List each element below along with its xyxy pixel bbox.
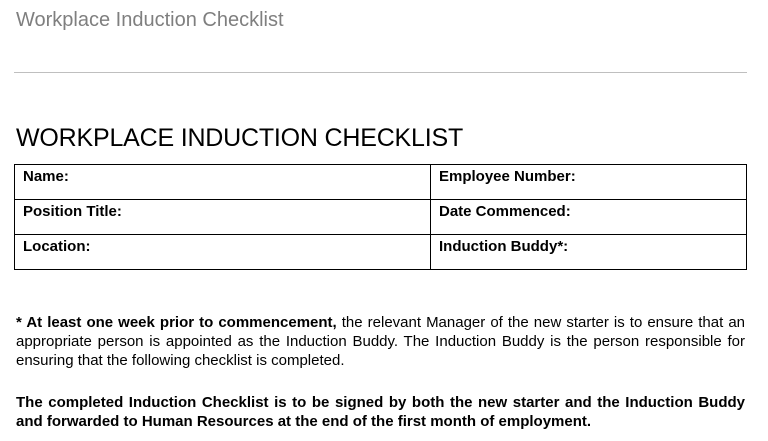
date-commenced-field[interactable]: Date Commenced: xyxy=(431,200,747,235)
location-field[interactable]: Location: xyxy=(15,235,431,270)
header-divider xyxy=(14,72,747,73)
position-title-field[interactable]: Position Title: xyxy=(15,200,431,235)
table-row xyxy=(15,165,747,200)
induction-buddy-note xyxy=(16,313,745,370)
submission-instruction: The completed Induction Checklist is to be signed by both the new starter and the Induction Buddy and forwarded to Human Resources at the end of the first month of employment. xyxy=(16,394,745,430)
employee-details-table xyxy=(14,164,747,270)
page-title: WORKPLACE INDUCTION CHECKLIST xyxy=(16,124,464,152)
table-row xyxy=(15,200,747,235)
induction-buddy-note-lead: * At least one week prior to commencement, xyxy=(16,314,337,331)
induction-buddy-field[interactable]: Induction Buddy*: xyxy=(431,235,747,270)
name-field[interactable]: Name: xyxy=(15,165,431,200)
employee-number-field[interactable]: Employee Number: xyxy=(431,165,747,200)
document-header-title: Workplace Induction Checklist xyxy=(16,9,284,31)
table-row xyxy=(15,235,747,270)
induction-buddy-note-body: the relevant Manager of the new starter is to ensure that an appropriate person is appointed as the Induction Buddy. The Induction Buddy is the person responsible for ensuring that the following checklist is completed. xyxy=(16,314,745,369)
